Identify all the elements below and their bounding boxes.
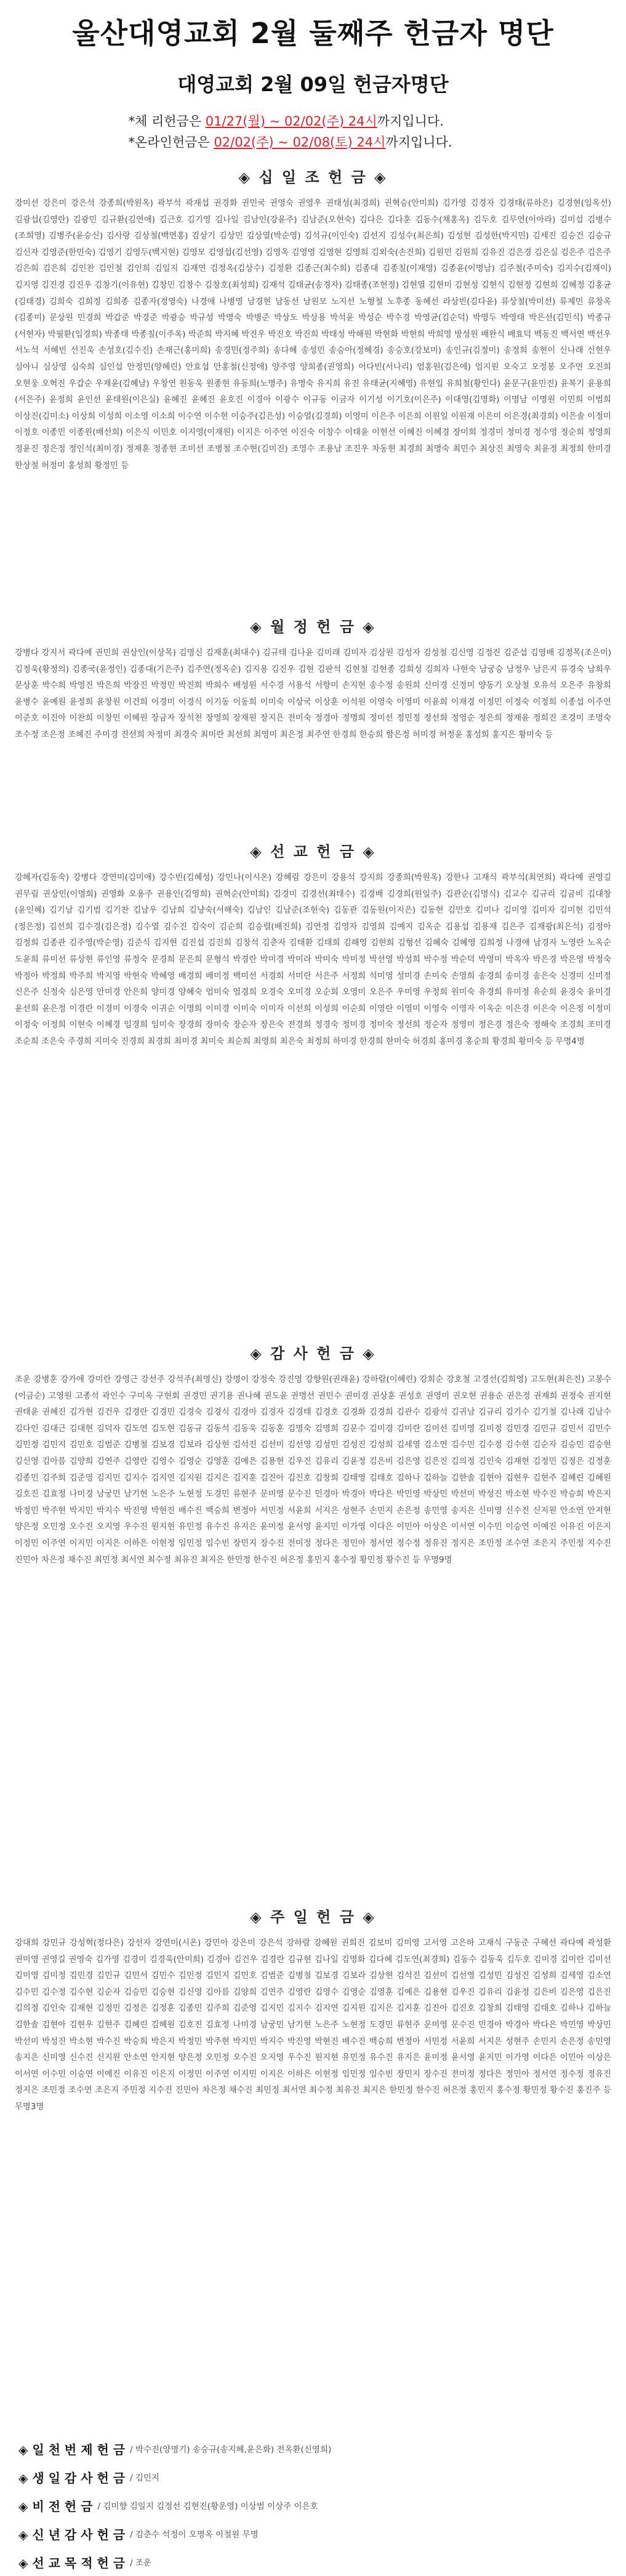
special-offering-names: / 김춘수 석정이 오명옥 이철원 무명	[130, 2530, 259, 2540]
special-offering-label: ◈ 비 전 헌 금	[18, 2498, 93, 2514]
offering-list-page	[0, 11, 626, 2576]
general-period-row	[129, 111, 498, 132]
special-offering-names: / 김민지	[130, 2473, 160, 2483]
section-header: ◈ 십 일 조 헌 금 ◈	[238, 169, 388, 186]
general-period-label: *체 리헌금은	[128, 114, 206, 129]
section-mission	[10, 841, 616, 1329]
special-offering-mission-purpose	[18, 2548, 608, 2576]
special-offering-names: / 박수진(양명기) 송승규(송지혜,윤은화) 전옥환(신영희)	[130, 2445, 332, 2455]
special-offering-birthday	[18, 2463, 608, 2491]
section-header: ◈ 주 일 헌 금 ◈	[250, 1908, 376, 1926]
general-period-suffix: 까지입니다.	[377, 114, 444, 129]
section-names: 강대희 강민규 강성혁(정다은) 강선자 강연미(시온) 강민아 강은미 강은석 강하람 강혜원 권희진 김보미 김미영 고서영 고은하 고재식 구동준 구혜선 곽다예 곽성환 권미영 권영길 권영숙 김가영 김경미 김경욱(안미희) 김경아 김건우 김경란 김규현 김나일 김명화 김다혜 김도연(최경희) 김동수 김동욱 김두호 김미경 김미란 김미선 김미영 김미정 김민경 김민규 김민서 김민수 김민정 김민지 김민호 김범준 김병철 김보경 김보라 김상현 김석진 김선미 김선영 김성민 김성진 김성희 김세영 김소연 김수민 김수정 김수현 김순자 김승민 김승현 김신영 김아름 김양희 김연주 김영란 김영수 김영순 김영훈 김예은 김용현 김우진 김유리 김윤정 김은비 김은영 김은진 김의정 김인숙 김재현 김정민 김정은 김정훈 김종민 김주희 김준영 김지민 김지수 김지연 김지원 김지은 김지훈 김진아 김진호 김창희 김태영 김태호 김하나 김하늘 김한솔 김현아 김현우 김현주 김혜린 김혜원 김호진 김효정 나미경 남궁민 남기현 노은주 노현정 도경민 류현주 문미영 문수진 민경아 박경아 박다은 박민영 박상민 박선미 박성진 박소현 박수진 박승희 박은지 박정민 박주현 박지민 박지수 박진영 박현진 배수진 백승희 변정아 서민정 서윤희 서지은 성현주 손민지 손은정 송민영 송지은 신미영 신수진 신지원 안소연 안지현 양은정 오민정 오수진 오지영 우수진 원지현 유민정 유수진 유지은 윤미정 윤서영 윤지민 이가영 이다은 이민아 이상은 이서연 이수민 이승연 이예진 이유진 이은지 이정민 이주연 이지민 이지은 이하은 이현정 임민정 임수빈 장민지 장수진 전미정 정다은 정민아 정서연 정수정 정유진 정지은 조민정 조수연 조은지 주민정 지수진 진민아 차은정 채수진 최민정 최서연 최수정 최유진 최지은 한민정 한수진 허은정 홍민지 홍수정 황민정 황수진 홍진주 등 무명3명	[15, 1939, 611, 2112]
section-tithe	[10, 166, 616, 602]
section-thanks	[10, 1343, 616, 1892]
special-offerings	[18, 2434, 608, 2576]
general-period-range: 01/27(월) ~ 02/02(주) 24시	[205, 114, 377, 129]
section-names: 강병다 강지서 곽다예 권민희 권상인(이상목) 김명신 김재훈(최대수) 김규태 김나윤 김미래 김미자 김상원 김성자 김성철 김신영 김정진 김준섭 김영배 김정목(조은미) 김정욱(황정의) 김종국(윤정인) 김종대(기은주) 김주연(정옥순) 김지용 김진우 김현 김판석 김현철 김현종 김희성 김희자 나현숙 남궁승 남정우 남은지 류경숙 남희우 문상훈 박수희 박영진 박은희 박장진 박정민 박진희 박희수 배성원 서수경 서용석 서향미 손지현 송수정 송원희 신미경 신정미 양동기 오상철 오유석 오은주 유창희 윤병수 윤예원 윤정희 윤창원 이건희 이경미 이경식 이기동 이동희 이미숙 이상국 이상훈 이석원 이영숙 이영미 이윤희 이재경 이정민 이정숙 이정희 이종섭 이주연 이준호 이진아 이찬희 이창민 이혜원 장금자 장석천 장영희 장재원 장지은 전미숙 정경아 정명희 정미선 정민정 정선희 정영순 정은희 정재윤 정희진 조경미 조명숙 조수정 조은정 조혜진 주미경 진선희 차정미 최경숙 최미란 최선희 최영미 최은정 최주연 한경희 한승희 함은정 허미경 허정윤 홍성희 홍지은 황미숙 등	[15, 648, 611, 740]
special-offering-names: / 김미향 김일지 김정선 김현진(황운영) 이상범 이상주 이은호	[97, 2501, 318, 2511]
section-names: 강혜자(김동숙) 강병다 강연미(김미애) 강수빈(김혜성) 강민나(이시온) 강혜림 강은미 강용석 강지희 강종희(박원옥) 강한나 고재식 곽부석(최연희) 곽다예 권영길 권무림 권상민(이명희) 권영화 오용주 권용인(김영희) 권혁순(안미희) 김경미 김경선(최태수) 김경배 김경희(원일주) 김관순(김명식) 김교수 김규리 김금비 김대창(윤인혜) 김기남 김기범 김기찬 김남우 김남희 김냥숙(서해숙) 김남인 김남준(조현숙) 김동관 김동원(이지은) 김동현 김만호 김미나 김미영 김미자 김미현 김민석(정은정) 김선희 김수경(김은정) 김수열 김수진 김숙이 김순희 김승렬(배진희) 김연정 김영자 김영희 김예지 김옥순 김용섭 김용재 김은주 김재광(최은석) 김정아 김정희 김종관 김주영(박순영) 김준식 김지현 김진섭 김진희 김창석 김춘자 김태환 김태희 김해영 김현희 김형선 김혜숙 김혜영 김희정 나경애 남경자 노영란 노옥순 도윤희 류미선 류상현 류인영 류정숙 문경희 문은희 문형석 박경란 박미경 박미라 박미숙 박미정 박선영 박성희 박수정 박순덕 박영미 박옥자 박은경 박은영 박정숙 박정아 박정희 박주희 박지영 박현숙 박혜영 배경희 배미정 백미선 서경희 서미란 서은주 서정희 석미영 성미경 손미숙 손영희 송경희 송미경 송은숙 신경미 신미정 신은주 신정숙 심은영 안미경 안은희 양미경 양혜숙 엄미숙 염경희 오경숙 오미경 오순희 오영미 오은주 우미영 우정희 원미숙 유경희 유미정 유순희 윤경숙 윤미경 윤선희 윤은정 이경란 이경미 이경숙 이귀순 이명희 이미경 이미숙 이미자 이선희 이성희 이순희 이영란 이영미 이영숙 이영자 이옥순 이은경 이은숙 이은정 이정미 이정숙 이정희 이현숙 이혜경 임경희 임미숙 장경희 장미숙 장순자 장은숙 전경희 정경숙 정미경 정미숙 정선희 정순자 정영미 정은경 정은숙 정해숙 조경희 조미경 조순희 조은숙 주경희 지미숙 진경희 최경희 최미경 최미숙 최순희 최영희 최은숙 최정희 하미경 한경희 한미숙 허경희 홍미경 홍순희 황경희 황미숙 등 무명4명	[15, 873, 611, 1046]
section-header: ◈ 감 사 헌 금 ◈	[250, 1345, 376, 1362]
special-offering-label: ◈ 신 년 감 사 헌 금	[18, 2527, 126, 2542]
special-offering-vision	[18, 2491, 608, 2519]
page-title: 울산대영교회 2월 둘째주 헌금자 명단	[72, 17, 554, 50]
section-names: 강미선 강은미 강은석 강종희(박원옥) 곽부석 곽재섭 권경화 권민국 권영숙 권영우 권태성(최경희) 권혁승(안미희) 김가영 김경자 김경태(류하은) 김경현(임옥선) 김광섭(김영란) 김광민 김규환(김연애) 김근호 김기영 김나일 김남인(강윤주) 김남준(오현숙) 김다은 김다훈 김동수(채홍옥) 김두호 김무연(이아라) 김미섭 김병수(조희영) 김병주(윤승신) 김사랑 김상철(백연홍) 김상기 김상민 김상열(박순영) 김석규(이인숙) 김선지 김성수(최은희) 김성현 김성한(박지민) 김세진 김승건 김승규 김신자 김영준(한민숙) 김영기 김영두(백지현) 김영모 김영섭(김선영) 김영옥 김영영 김영현 김영희 김외숙(손진희) 김원민 김원희 김유진 김은경 김은실 김은주 김은주 김은희 김은희 김인찬 김인철 김인희 김일지 김재연 김정옥(김상수) 김정환 김종근(최수희) 김종대 김종칠(이재영) 김종윤(이명남) 김주철(주미숙) 김지수(김재이) 김지영 김진경 김진우 김창기(이유현) 김창민 김창수 김창호(최성희) 김재석 김태균(송경자) 김태종(조현정) 김현열 김현미 김현성 김현식 김현정 김현희 김혜정 김홍균(김태경) 김희숙 김희정 김희종 김종자(정영숙) 나경애 나병영 남경현 남동선 남원모 노지선 노형철 노후종 동혜선 라상빈(김다윤) 류상철(박미선) 류제민 류창옥(김종미) 문상원 민경희 박갑준 박경준 박광승 박규성 박명숙 박병준 박상도 박상용 박석윤 박성순 박수경 박영균(김순덕) 박영두 박영태 박은선(김민식) 박종규(서현자) 박필환(임경희) 박종태 박종칠(이주옥) 박준희 박지혜 박진우 박진호 박진희 박태성 박해원 박현화 박현희 박희영 방성원 배완식 배효덕 백동진 백서연 백선우 서노석 서혜빈 선진욱 손성호(김수진) 손재근(홍미희) 송경민(정주희) 송다혜 송성민 송승아(정혜경) 송승호(강보미) 송인규(김정미) 송정희 송현이 신나래 신현우 심아니 심상영 심숙희 심인섭 안정민(양혜린) 안효섭 안홍철(신정애) 양주영 양희종(권영희) 어다빈(서나리) 엄홍원(김은애) 엄지원 오숙고 오정봉 오주연 오진희 오현웅 오혁진 우갑순 우재윤(김혜남) 우창연 원동욱 원종현 유동희(노명주) 유명숙 유지희 유진 유태균(지혜영) 유현일 유희철(황인다) 윤문구(윤민진) 윤복기 윤용희(서은주) 윤정희 윤인선 윤태원(이은실) 윤혜진 윤혜진 윤호진 이경아 이광수 이규동 이금자 이기성 이기호(이은주) 이대영(김명화) 이명남 이명원 이민희 이범희 이상진(김미소) 이상희 이성희 이소영 이소희 이수연 이수현 이승주(김은성) 이승열(김경희) 이영미 이은주 이은희 이원일 이원재 이은미 이은경(최경희) 이은솔 이정미 이정호 이종민 이종원(배선희) 이은식 이민호 이지영(이재원) 이지은 이주연 이진숙 이창수 이태윤 이현선 이혜진 이혜경 장미희 정경미 정미경 정수영 정순희 정영희 정윤진 정은정 정인석(최미경) 정재훈 정종현 조미선 조병철 조수현(김미진) 조영수 조용남 조진우 차동현 최경희 최명숙 최민수 최상진 최영숙 최윤정 최정희 한미경 한상철 허정미 홍성희 황정민 등	[15, 199, 611, 470]
online-period-suffix: 까지입니다.	[385, 135, 452, 150]
section-monthly	[10, 616, 616, 827]
online-period-row	[129, 132, 498, 153]
special-offering-new-year	[18, 2519, 608, 2548]
offering-periods	[129, 111, 498, 153]
section-header: ◈ 선 교 헌 금 ◈	[250, 843, 376, 860]
special-offering-label: ◈ 일 천 번 제 헌 금	[18, 2442, 126, 2457]
section-sunday	[10, 1906, 616, 2422]
section-names: 조운 강병훈 강가애 강미란 강영근 강선주 강석주(최명신) 강명이 강정숙 강진영 강향원(권래윤) 강하람(이혜린) 강희순 강호철 고경선(김희영) 고도현(최은진) 고봉수(이금순) 고영원 고종석 곽인수 구미옥 구현회 권경민 권기용 권나혜 권도윤 권명선 권민수 권미경 권상훈 권성호 권영미 권오현 권용순 권은정 권재희 권정숙 권지현 권태윤 권혜진 김가현 김건우 김경란 김경민 김경숙 김경식 김경아 김경자 김경태 김경호 김경화 김경희 김관수 김광석 김귀남 김규리 김기수 김기철 김나래 김남수 김다인 김대근 김대현 김덕자 김도연 김도현 김동규 김동석 김동욱 김동훈 김명숙 김명희 김문수 김미경 김미란 김미선 김미영 김미정 김민경 김민규 김민서 김민수 김민정 김민지 김민호 김범준 김병철 김보경 김보라 김상현 김석진 김선미 김선영 김성민 김성진 김성희 김세영 김소연 김수민 김수정 김수현 김순자 김승민 김승현 김신영 김아름 김양희 김연주 김영란 김영수 김영순 김영훈 김예은 김용현 김우진 김유리 김윤정 김은비 김은영 김은진 김의정 김인숙 김재현 김정민 김정은 김정훈 김종민 김주희 김준영 김지민 김지수 김지연 김지원 김지은 김지훈 김진아 김진호 김창희 김태영 김태호 김하나 김하늘 김한솔 김현아 김현우 김현주 김혜린 김혜원 김호진 김효정 나미경 남궁민 남기현 노은주 노현정 도경민 류현주 문미영 문수진 민경아 박경아 박다은 박민영 박상민 박선미 박성진 박소현 박수진 박승희 박은지 박정민 박주현 박지민 박지수 박진영 박현진 배수진 백승희 변정아 서민정 서윤희 서지은 성현주 손민지 손은정 송민영 송지은 신미영 신수진 신지원 안소연 안지현 양은정 오민정 오수진 오지영 우수진 원지현 유민정 유수진 유지은 윤미정 윤서영 윤지민 이가영 이다은 이민아 이상은 이서연 이수민 이승연 이예진 이유진 이은지 이정민 이주연 이지민 이지은 이하은 이현정 임민정 임수빈 장민지 장수진 전미정 정다은 정민아 정서연 정수정 정유진 정지은 조민정 조수연 조은지 주민정 지수진 진민아 차은정 채수진 최민정 최서연 최수정 최유진 최지은 한민정 한수진 허은정 홍민지 홍수정 황민정 황수진 등 무명9명	[15, 1375, 611, 1565]
special-offering-thousand	[18, 2434, 608, 2463]
page-subtitle: 대영교회 2월 09일 헌금자명단	[177, 73, 449, 96]
online-period-label: *온라인헌금은	[128, 135, 214, 150]
section-header: ◈ 월 정 헌 금 ◈	[250, 618, 376, 636]
special-offering-names: / 조운	[130, 2558, 151, 2568]
online-period-range: 02/02(주) ~ 02/08(토) 24시	[214, 135, 386, 150]
special-offering-label: ◈ 생 일 감 사 헌 금	[18, 2470, 126, 2485]
special-offering-label: ◈ 선 교 목 적 헌 금	[18, 2555, 126, 2570]
